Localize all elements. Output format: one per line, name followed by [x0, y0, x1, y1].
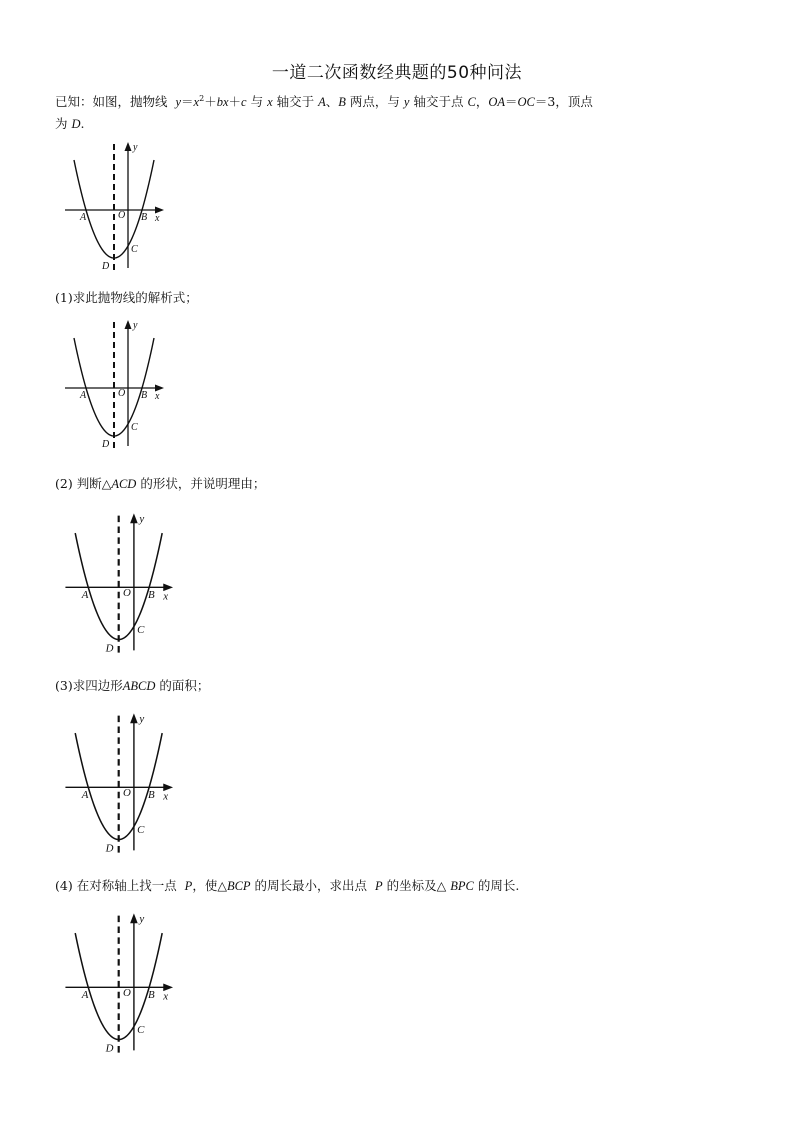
label-A: A: [80, 212, 87, 223]
label-x: x: [163, 590, 169, 603]
label-y: y: [139, 713, 145, 726]
label-y: y: [139, 913, 145, 926]
label-O: O: [123, 987, 131, 1000]
question-1: (1)求此抛物线的解析式；: [55, 290, 198, 305]
label-y: y: [133, 142, 138, 153]
page-title: 一道二次函数经典题的50种问法: [271, 63, 523, 83]
label-A: A: [80, 390, 87, 401]
question-4: (4) 在对称轴上找一点 P，使△BCP 的周长最小，求出点 P 的坐标及△ BPC 的周长.: [55, 878, 520, 893]
label-D: D: [102, 261, 110, 272]
label-D: D: [105, 1042, 114, 1055]
y-axis-arrow: [130, 713, 138, 723]
label-x: x: [163, 790, 169, 803]
label-C: C: [137, 1024, 145, 1036]
label-C: C: [137, 824, 145, 836]
label-O: O: [123, 587, 131, 600]
y-axis-arrow: [125, 142, 132, 151]
label-B: B: [148, 589, 155, 602]
problem-statement: 已知：如图，抛物线 $y=x^2+bx+c$ 与 x 轴交于 A、B 两点，与 y 轴交于点 C，OA＝OC＝3，顶点 为 D.: [55, 94, 593, 132]
label-D: D: [105, 842, 114, 855]
y-axis-arrow: [130, 913, 138, 923]
label-x: x: [155, 213, 160, 224]
question-3: (3)求四边形ABCD 的面积；: [55, 678, 210, 693]
label-B: B: [141, 212, 148, 223]
parabola-figure-1: [60, 140, 175, 272]
parabola-figure-3: [60, 508, 185, 658]
y-axis-arrow: [125, 320, 132, 329]
label-C: C: [137, 624, 145, 636]
label-D: D: [102, 439, 110, 450]
label-C: C: [131, 422, 138, 433]
label-O: O: [123, 787, 131, 800]
question-2: (2) 判断△ACD 的形状，并说明理由；: [55, 476, 266, 491]
label-A: A: [81, 589, 89, 602]
label-B: B: [148, 789, 155, 802]
label-A: A: [81, 989, 89, 1002]
label-D: D: [105, 642, 114, 655]
y-axis-arrow: [130, 513, 138, 523]
parabola-figure-2: [60, 318, 175, 450]
label-x: x: [163, 990, 169, 1003]
label-O: O: [118, 388, 126, 399]
parabola-figure-4: [60, 708, 185, 858]
label-y: y: [133, 320, 138, 331]
label-O: O: [118, 210, 126, 221]
label-B: B: [141, 390, 148, 401]
label-A: A: [81, 789, 89, 802]
parabola-figure-5: [60, 908, 185, 1058]
label-x: x: [155, 391, 160, 402]
label-y: y: [139, 513, 145, 526]
label-C: C: [131, 244, 138, 255]
label-B: B: [148, 989, 155, 1002]
